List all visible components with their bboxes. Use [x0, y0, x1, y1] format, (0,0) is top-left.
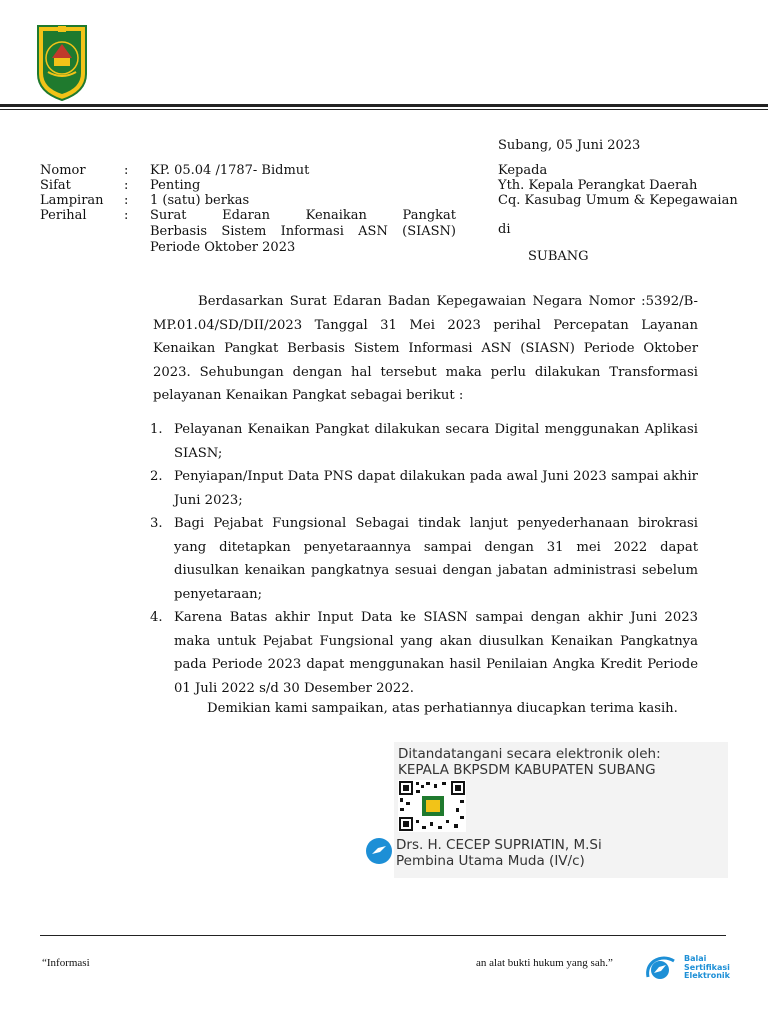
header-divider: [0, 104, 768, 107]
meta-label-perihal: Perihal: [40, 208, 87, 223]
perihal-line: Surat Edaran Kenaikan Pangkat: [150, 208, 456, 223]
meta-label-sifat: Sifat: [40, 178, 71, 193]
opening-paragraph: Berdasarkan Surat Edaran Badan Kepegawaian Negara Nomor :5392/B-MP.01.04/SD/DII/2023 Tanggal 31 Mei 2023 perihal Percepatan Layanan Kenaikan Pangkat Berbasis Sistem Informasi ASN (SIASN) Periode Oktober 2023. Sehubungan dengan hal tersebut maka perlu dilakukan Transformasi pelayanan Kenaikan Pangkat sebagai berikut :: [153, 294, 698, 403]
closing-paragraph: Demikian kami sampaikan, atas perhatiannya diucapkan terima kasih.: [207, 701, 678, 716]
instruction-list: [150, 418, 698, 700]
header-divider-thin: [0, 109, 768, 110]
signatory-rank: Pembina Utama Muda (IV/c): [396, 853, 585, 869]
perihal-line: Periode Oktober 2023: [150, 240, 296, 255]
list-number: 1.: [150, 422, 163, 437]
bsre-line: Elektronik: [684, 971, 730, 980]
footer-left-text: “Informasi: [42, 957, 90, 969]
list-item: [150, 418, 698, 465]
meta-colon: :: [124, 178, 129, 193]
meta-colon: :: [124, 208, 129, 223]
list-number: 3.: [150, 516, 163, 531]
perihal-line: Berbasis Sistem Informasi ASN (SIASN): [150, 224, 456, 239]
recipient-di: di: [498, 222, 511, 237]
meta-colon: :: [124, 193, 129, 208]
recipient-kepada: Kepada: [498, 163, 548, 178]
meta-colon: :: [124, 163, 129, 178]
bsre-logo-icon: [644, 953, 678, 983]
signature-notice: Ditandatangani secara elektronik oleh:: [398, 746, 661, 762]
bsre-icon: [364, 836, 394, 866]
list-text: Karena Batas akhir Input Data ke SIASN sampai dengan akhir Juni 2023 maka untuk Pejabat Fungsional yang akan diusulkan Kenaikan Pangkatnya pada Periode 2023 dapat menggunakan hasil Penilaian Angka Kredit Periode 01 Juli 2022 s/d 30 Desember 2022.: [174, 610, 698, 696]
list-item: [150, 465, 698, 512]
bsre-line: Balai: [684, 954, 707, 963]
footer-divider: [40, 935, 726, 936]
meta-value-nomor: KP. 05.04 /1787- Bidmut: [150, 163, 310, 178]
bsre-line: Sertifikasi: [684, 962, 730, 972]
meta-label-nomor: Nomor: [40, 163, 86, 178]
footer-right-text: an alat bukti hukum yang sah.”: [476, 957, 613, 969]
list-text: Pelayanan Kenaikan Pangkat dilakukan secara Digital menggunakan Aplikasi SIASN;: [174, 422, 698, 461]
signature-office: KEPALA BKPSDM KABUPATEN SUBANG: [398, 762, 656, 778]
recipient-city: SUBANG: [528, 249, 589, 264]
bsre-text: [684, 955, 730, 981]
recipient-cq: Cq. Kasubag Umum & Kepegawaian: [498, 193, 738, 208]
list-item: [150, 512, 698, 606]
list-number: 2.: [150, 469, 163, 484]
meta-value-perihal: [150, 208, 456, 256]
letter-date: Subang, 05 Juni 2023: [498, 138, 641, 153]
meta-value-sifat: Penting: [150, 178, 201, 193]
signatory-name: Drs. H. CECEP SUPRIATIN, M.Si: [396, 837, 602, 853]
recipient-yth: Yth. Kepala Perangkat Daerah: [498, 178, 698, 193]
list-number: 4.: [150, 610, 163, 625]
list-item: [150, 606, 698, 700]
subang-regency-emblem: [34, 22, 90, 102]
list-text: Penyiapan/Input Data PNS dapat dilakukan pada awal Juni 2023 sampai akhir Juni 2023;: [174, 469, 698, 508]
list-text: Bagi Pejabat Fungsional Sebagai tindak lanjut penyederhanaan birokrasi yang ditetapkan penyetaraannya sampai dengan 31 mei 2022 dapat diusulkan kenaikan pangkatnya sesuai dengan jabatan administrasi sebelum penyetaraan;: [174, 516, 698, 602]
meta-label-lampiran: Lampiran: [40, 193, 104, 208]
meta-value-lampiran: 1 (satu) berkas: [150, 193, 250, 208]
qr-code-icon[interactable]: [398, 780, 466, 832]
